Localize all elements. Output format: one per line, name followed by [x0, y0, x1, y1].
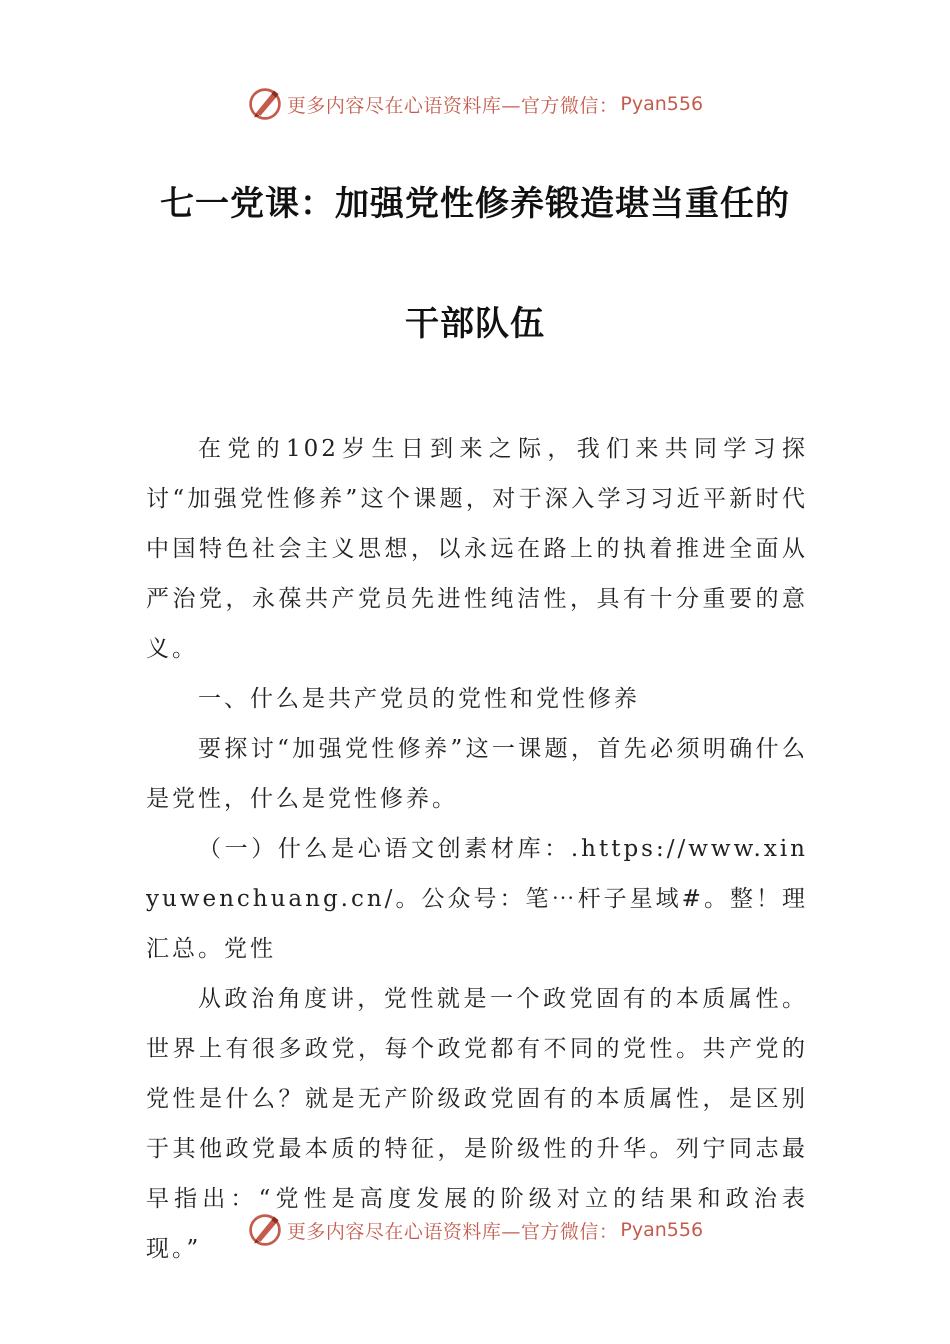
pen-logo-icon [247, 1212, 283, 1248]
document-title-line-1: 七一党课：加强党性修养锻造堪当重任的 [160, 184, 790, 224]
document-title-line-2: 干部队伍 [405, 304, 545, 344]
footer-watermark-banner [0, 1210, 950, 1250]
paragraph-definition: 从政治角度讲，党性就是一个政党固有的本质属性。世界上有很多政党，每个政党都有不同的党性。共产党的党性是什么？就是无产阶级政党固有的本质属性，是区别于其他政党最本质的特征，是阶级性的升华。列宁同志最早指出：“党性是高度发展的阶级对立的结果和政治表现。” [146, 986, 808, 1262]
pen-logo-icon [247, 86, 283, 122]
banner-text: 更多内容尽在心语资料库—官方微信： [286, 1220, 619, 1243]
subsection-heading-1: （一）什么是心语文创素材库：.https://www.xinyuwenchuang.cn/。公众号：笔⋯杆子星域#。整！理汇总。党性 [146, 836, 808, 962]
banner-wechat-id: Pyan556 [620, 1219, 704, 1241]
banner-wechat-id: Pyan556 [620, 93, 704, 115]
header-watermark-banner [0, 84, 950, 124]
paragraph-purpose: 要探讨“加强党性修养”这一课题，首先必须明确什么是党性，什么是党性修养。 [146, 736, 808, 812]
paragraph-intro: 在党的102岁生日到来之际，我们来共同学习探讨“加强党性修养”这个课题，对于深入学习习近平新时代中国特色社会主义思想，以永远在路上的执着推进全面从严治党，永葆共产党员先进性纯洁性，具有十分重要的意义。 [146, 436, 808, 662]
document-body [146, 424, 808, 1274]
section-heading-1: 一、什么是共产党员的党性和党性修养 [198, 686, 640, 712]
banner-text: 更多内容尽在心语资料库—官方微信： [286, 94, 619, 117]
